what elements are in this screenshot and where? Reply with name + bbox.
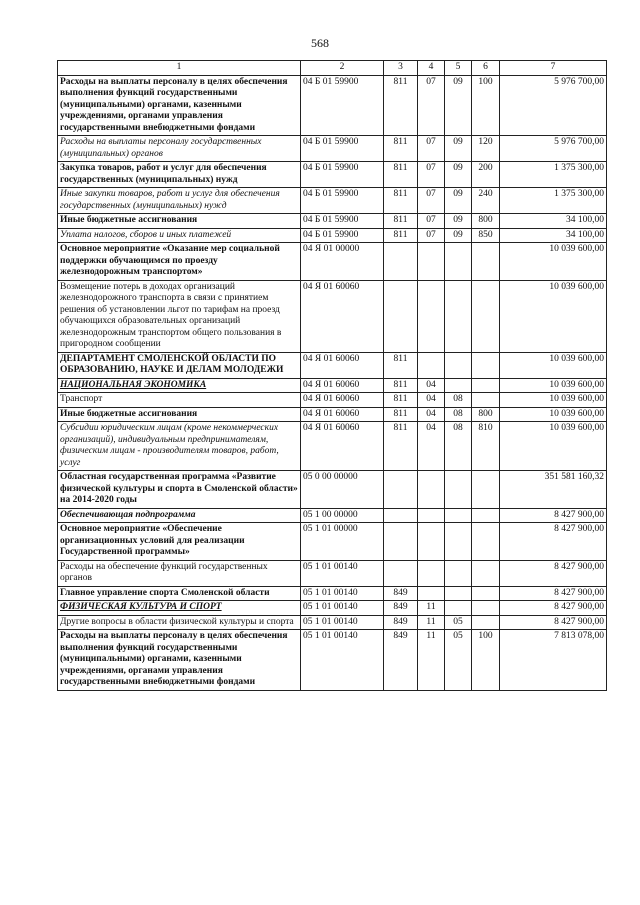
row-target-article: 04 Я 01 60060 [301,407,384,422]
row-expense-type [472,471,500,509]
row-name: Иные бюджетные ассигнования [58,214,301,229]
header-cell: 3 [384,61,418,76]
header-cell: 5 [445,61,472,76]
row-target-article: 05 1 01 00140 [301,586,384,601]
table-row [58,615,607,630]
row-amount: 34 100,00 [500,214,607,229]
row-subsection: 09 [445,228,472,243]
row-amount: 351 581 160,32 [500,471,607,509]
row-target-article: 05 1 01 00140 [301,601,384,616]
row-expense-type [472,523,500,561]
header-row [58,61,607,76]
row-section [418,560,445,586]
row-expense-type [472,615,500,630]
row-section: 04 [418,422,445,471]
row-grbs: 811 [384,352,418,378]
row-expense-type: 120 [472,136,500,162]
row-name: Расходы на выплаты персоналу в целях обеспечения выполнения функций государственными (муниципальными) органами, казенными учреждениями, органами управления государственными внебюджетными фондами [58,630,301,691]
row-grbs: 811 [384,407,418,422]
row-name: Транспорт [58,393,301,408]
row-section: 07 [418,136,445,162]
row-amount: 34 100,00 [500,228,607,243]
row-target-article: 04 Б 01 59900 [301,75,384,136]
row-amount: 1 375 300,00 [500,162,607,188]
row-grbs: 849 [384,601,418,616]
row-name: Иные бюджетные ассигнования [58,407,301,422]
budget-table [57,60,607,691]
row-name: Основное мероприятие «Оказание мер социальной поддержки обучающимся по проезду железнодорожным транспортом» [58,243,301,281]
row-grbs: 811 [384,393,418,408]
row-name: Уплата налогов, сборов и иных платежей [58,228,301,243]
table-row [58,228,607,243]
row-grbs [384,471,418,509]
row-section [418,471,445,509]
row-subsection: 09 [445,75,472,136]
row-section [418,508,445,523]
row-amount: 5 976 700,00 [500,75,607,136]
row-target-article: 05 1 01 00000 [301,523,384,561]
header-cell: 6 [472,61,500,76]
row-grbs [384,508,418,523]
row-name: Обеспечивающая подпрограмма [58,508,301,523]
table-row [58,352,607,378]
row-section: 04 [418,407,445,422]
row-name: ДЕПАРТАМЕНТ СМОЛЕНСКОЙ ОБЛАСТИ ПО ОБРАЗОВАНИЮ, НАУКЕ И ДЕЛАМ МОЛОДЕЖИ [58,352,301,378]
row-section: 07 [418,214,445,229]
row-target-article: 05 0 00 00000 [301,471,384,509]
row-section [418,280,445,352]
row-subsection: 09 [445,214,472,229]
row-expense-type [472,560,500,586]
row-grbs [384,243,418,281]
row-target-article: 05 1 01 00140 [301,630,384,691]
row-name: Расходы на обеспечение функций государственных органов [58,560,301,586]
row-subsection [445,243,472,281]
table-row [58,630,607,691]
row-subsection: 05 [445,615,472,630]
row-name: Иные закупки товаров, работ и услуг для обеспечения государственных (муниципальных) нужд [58,188,301,214]
row-amount: 5 976 700,00 [500,136,607,162]
header-cell: 4 [418,61,445,76]
row-grbs: 811 [384,162,418,188]
row-section: 07 [418,75,445,136]
row-grbs: 849 [384,615,418,630]
row-name: Расходы на выплаты персоналу государственных (муниципальных) органов [58,136,301,162]
row-subsection [445,280,472,352]
row-subsection [445,601,472,616]
row-target-article: 04 Б 01 59900 [301,162,384,188]
row-target-article: 04 Я 01 00000 [301,243,384,281]
row-name: Основное мероприятие «Обеспечение организационных условий для реализации Государственной программы» [58,523,301,561]
row-expense-type: 800 [472,214,500,229]
table-row [58,214,607,229]
table-row [58,162,607,188]
row-subsection [445,560,472,586]
row-section [418,243,445,281]
row-target-article: 04 Б 01 59900 [301,214,384,229]
row-grbs: 811 [384,378,418,393]
row-name: НАЦИОНАЛЬНАЯ ЭКОНОМИКА [58,378,301,393]
row-amount: 8 427 900,00 [500,615,607,630]
row-subsection: 09 [445,162,472,188]
row-section: 11 [418,601,445,616]
row-target-article: 04 Б 01 59900 [301,136,384,162]
row-section [418,352,445,378]
row-expense-type: 810 [472,422,500,471]
row-expense-type [472,352,500,378]
row-name: Возмещение потерь в доходах организаций железнодорожного транспорта в связи с принятием решения об установлении льгот по тарифам на проезд обучающихся образовательных организаций железнодорожным транспортом общего пользования в пригородном сообщении [58,280,301,352]
row-amount: 10 039 600,00 [500,422,607,471]
row-name: Другие вопросы в области физической культуры и спорта [58,615,301,630]
row-grbs [384,560,418,586]
row-expense-type: 240 [472,188,500,214]
row-amount: 8 427 900,00 [500,560,607,586]
row-expense-type: 800 [472,407,500,422]
page-number: 568 [311,36,329,50]
row-section: 11 [418,630,445,691]
table-row [58,243,607,281]
row-grbs [384,280,418,352]
row-name: Главное управление спорта Смоленской области [58,586,301,601]
row-amount: 10 039 600,00 [500,393,607,408]
row-grbs: 811 [384,75,418,136]
table-row [58,523,607,561]
row-grbs [384,523,418,561]
table-row [58,280,607,352]
row-section: 07 [418,162,445,188]
row-subsection: 09 [445,188,472,214]
table-row [58,188,607,214]
table-row [58,378,607,393]
row-expense-type [472,280,500,352]
row-section: 07 [418,228,445,243]
row-amount: 7 813 078,00 [500,630,607,691]
row-target-article: 04 Б 01 59900 [301,228,384,243]
row-subsection: 05 [445,630,472,691]
row-amount: 10 039 600,00 [500,243,607,281]
row-target-article: 04 Б 01 59900 [301,188,384,214]
row-amount: 8 427 900,00 [500,523,607,561]
row-name: Расходы на выплаты персоналу в целях обеспечения выполнения функций государственными (муниципальными) органами, казенными учреждениями, органами управления государственными внебюджетными фондами [58,75,301,136]
row-section: 04 [418,378,445,393]
row-grbs: 811 [384,188,418,214]
row-subsection: 08 [445,393,472,408]
row-grbs: 811 [384,228,418,243]
header-cell: 7 [500,61,607,76]
row-section: 11 [418,615,445,630]
table-row [58,136,607,162]
row-amount: 8 427 900,00 [500,508,607,523]
table-row [58,407,607,422]
row-amount: 10 039 600,00 [500,280,607,352]
row-amount: 10 039 600,00 [500,378,607,393]
row-grbs: 849 [384,586,418,601]
row-grbs: 811 [384,422,418,471]
row-expense-type [472,243,500,281]
row-grbs: 811 [384,214,418,229]
row-target-article: 05 1 00 00000 [301,508,384,523]
row-subsection [445,508,472,523]
row-target-article: 04 Я 01 60060 [301,378,384,393]
row-expense-type: 200 [472,162,500,188]
row-target-article: 04 Я 01 60060 [301,352,384,378]
table-row [58,75,607,136]
row-subsection [445,352,472,378]
table-row [58,586,607,601]
row-amount: 8 427 900,00 [500,601,607,616]
row-section: 07 [418,188,445,214]
row-expense-type: 850 [472,228,500,243]
row-section [418,523,445,561]
row-name: Закупка товаров, работ и услуг для обеспечения государственных (муниципальных) нужд [58,162,301,188]
table-row [58,601,607,616]
table-row [58,508,607,523]
row-target-article: 05 1 01 00140 [301,615,384,630]
row-expense-type [472,586,500,601]
header-cell: 1 [58,61,301,76]
row-expense-type [472,508,500,523]
row-subsection [445,523,472,561]
row-target-article: 05 1 01 00140 [301,560,384,586]
row-section [418,586,445,601]
row-expense-type: 100 [472,75,500,136]
header-cell: 2 [301,61,384,76]
table-row [58,471,607,509]
row-name: Областная государственная программа «Развитие физической культуры и спорта в Смоленской области» на 2014-2020 годы [58,471,301,509]
row-amount: 10 039 600,00 [500,407,607,422]
row-amount: 10 039 600,00 [500,352,607,378]
row-subsection [445,586,472,601]
row-subsection [445,471,472,509]
row-expense-type [472,378,500,393]
row-name: ФИЗИЧЕСКАЯ КУЛЬТУРА И СПОРТ [58,601,301,616]
row-expense-type [472,393,500,408]
row-amount: 1 375 300,00 [500,188,607,214]
row-expense-type [472,601,500,616]
row-expense-type: 100 [472,630,500,691]
table-row [58,560,607,586]
row-subsection: 08 [445,422,472,471]
row-subsection: 09 [445,136,472,162]
row-grbs: 811 [384,136,418,162]
table-row [58,393,607,408]
row-target-article: 04 Я 01 60060 [301,280,384,352]
row-subsection [445,378,472,393]
row-target-article: 04 Я 01 60060 [301,422,384,471]
row-subsection: 08 [445,407,472,422]
row-grbs: 849 [384,630,418,691]
row-amount: 8 427 900,00 [500,586,607,601]
row-name: Субсидии юридическим лицам (кроме некоммерческих организаций), индивидуальным предпринимателям, физическим лицам - производителям товаров, работ, услуг [58,422,301,471]
row-section: 04 [418,393,445,408]
table-row [58,422,607,471]
row-target-article: 04 Я 01 60060 [301,393,384,408]
